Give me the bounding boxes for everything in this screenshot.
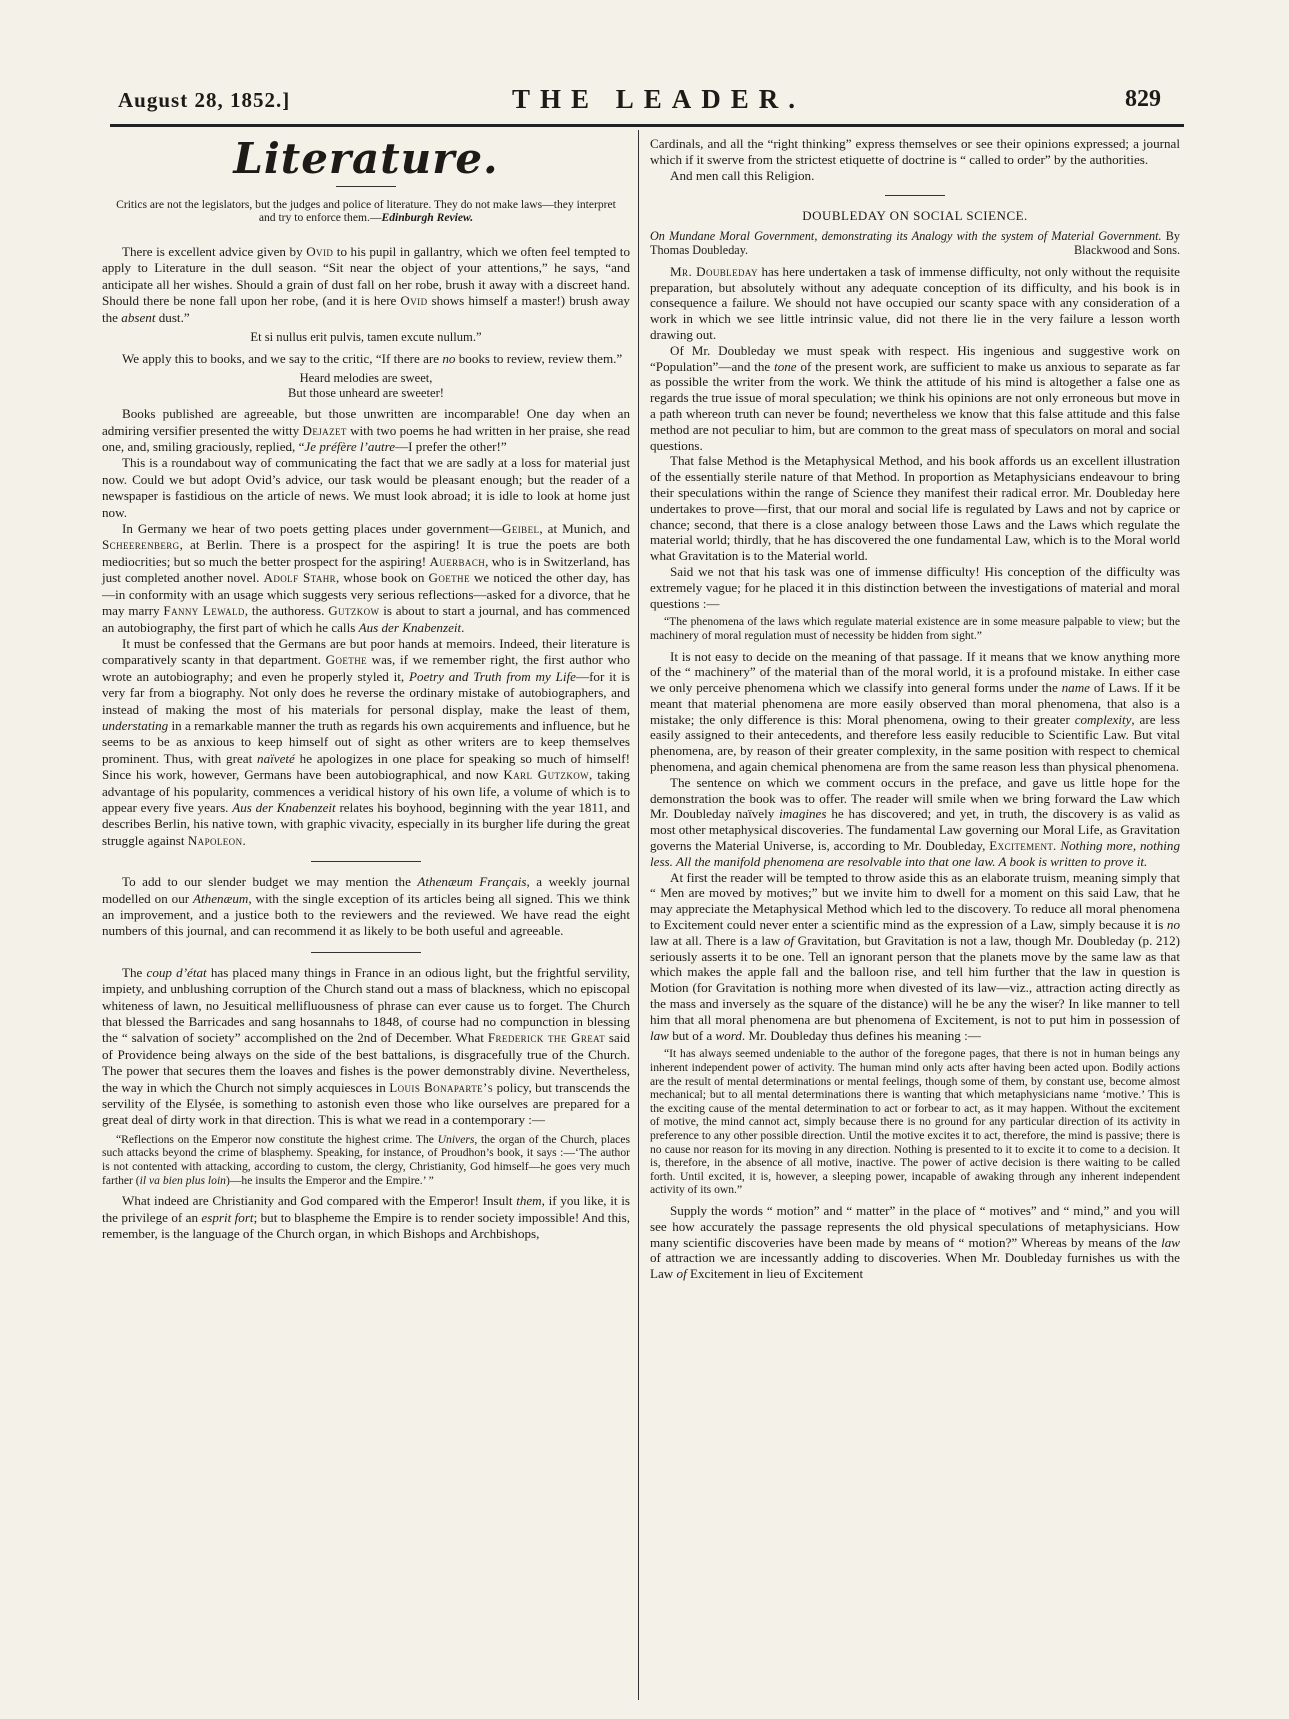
right-column [650,136,1180,1282]
paragraph-dejazet: Books published are agreeable, but those unwritten are incomparable! One day when an admiring versifier presented the witty Dejazet with two poems he had written in her praise, she read one, and, smiling graciously, replied, “Je préfère l’autre—I prefer the other!” [102,406,630,455]
review-heading: DOUBLEDAY ON SOCIAL SCIENCE. [802,208,1028,224]
title-rule [336,186,396,187]
review-paragraph-5: It is not easy to decide on the meaning of that passage. If it means that we know anything more of the “ machinery” of the material than of the moral world, it is a profound mistake. In either case we only perceive phenomena which we classify into general forms under the name of Laws. If it be meant that material phenomena are more easily observed than moral phenomena, that also is a mistake; the only difference is this: Moral phenomena, owing to their greater complexity, are less easily assigned to their antecedents, and therefore less easily reducible to Scientific Law. But vital phenomena, are, by reason of their greater complexity, in the same position with respect to chemical phenomena, and again chemical phenomena are from the same reason less than physical phenomena. [650,648,1181,775]
paragraph-memoirs: It must be confessed that the Germans are but poor hands at memoirs. Indeed, their literature is comparatively scanty in that department. Goethe was, if we remember right, the first author who wrote an autobiography; and even he properly styled it, Poetry and Truth from my Life—for it is very far from a biography. Not only does he reverse the ordinary mistake of autobiographers, and instead of making the most of his materials for personal display, make the least of them, understating in a remarkable manner the truth as regards his own acquirements and influence, but he seems to be as anxious to keep himself out of sight as other writers are to keep themselves prominent. Thus, with great naïveté he apologizes in one place for speaking so much of himself! Since his work, however, Germans have been autobiographical, and now Karl Gutzkow, taking advantage of his popularity, commences a veridical history of his own life, a volume of which is to appear every five years. Aus der Knabenzeit relates his boyhood, beginning with the year 1811, and describes Berlin, his native town, with graphic vivacity, especially in its burgher life during the great struggle against Napoleon. [102,635,631,848]
quotation-phenomena: “The phenomena of the laws which regulate material existence are in some measure palpable to view; but the machinery of moral regulation must of necessity be hidden from sight.” [650,615,1180,642]
review-subtitle: On Mundane Moral Government, demonstrating its Analogy with the system of Material Government. By Thomas Doubleday. Blackwood and Sons. [650,229,1180,257]
review-paragraph-7: At first the reader will be tempted to throw aside this as an elaborate truism, meaning simply that “ Men are moved by motives;” but we invite him to dwell for a moment on this said Law, that he may appreciate the Metaphysical Method which led to the discovery. To reduce all moral phenomena to Excitement could never enter a scientific mind as the expression of a Law, simply because it is no law at all. There is a law of Gravitation, but Gravitation is not a law, though Mr. Doubleday (p. 212) seriously asserts it to be one. Tell an ignorant person that the planets move by the same law as that which makes the apple fall and the balloon rise, and tell him further that the law in question is Motion (for Gravitation is nothing more when divested of its law—viz., attraction acting directly as the mass and inversely as the square of the distance) will he be any the wiser? In like manner to tell him that all moral phenomena are but phenomena of Excitement, is not to put him in possession of law but of a word. Mr. Doubleday thus defines his meaning :— [650,869,1181,1043]
header-date: August 28, 1852.] [118,88,291,112]
review-paragraph-1: Mr. Doubleday has here undertaken a task of immense difficulty, not only without the requisite preparation, but absolutely without any adequate conception of its difficulty, and his book is in consequence a failure. We should not have occupied our scanty space with any consideration of a work in which we see little intrinsic value, did not there lie in the very failure a lesson worth drawing out. [650,263,1180,342]
motto-source: Edinburgh Review. [381,210,474,224]
header-rule [110,124,1184,127]
name-ovid: Ovid [306,244,334,259]
paragraph-critic: We apply this to books, and we say to the critic, “If there are no books to review, review them.” [122,350,623,366]
paragraph-roundabout: This is a roundabout way of communicating the fact that we are sadly at a loss for material just now. Could we but adopt Ovid’s advice, our task would be pleasant enough; but the reader of a newspaper is fastidious on the article of news. We must look abroad; it is idle to look at home just now. [102,455,630,520]
page-header [118,80,1183,120]
section-separator [311,952,421,953]
section-motto [112,199,620,224]
separator [885,195,945,196]
paragraph-religion: And men call this Religion. [670,167,815,183]
paragraph-coup-detat: The coup d’état has placed many things in France in an odious light, but the frightful servility, impiety, and unblushing corruption of the Church stand out a mass of blackness, which no episcopal whiteness of lawn, no Jesuitical mellifluousness of phrase can ever cause us to forget. The Church that blessed the Barricades and sang hosannahs to 1848, of course had no compunction in blessing the “ salvation of society” accomplished on the 2nd of December. What Frederick the Great said of Providence being always on the side of the best battalions, is disgracefully true of the Church. The power that secures them the loaves and fishes is the power demonstrably divine. Nevertheless, the way in which the Church not simply acquiesces in Louis Bonaparte’s policy, but transcends the servility of the Elysée, is something to astonish even those who like ourselves are prepared for a great deal of dirty work in that direction. This is what we read in a contemporary :— [102,964,630,1128]
motto-text: Critics are not the legislators, but the judges and police of literature. They do not make laws—they interpret and try to enforce them.— [116,198,616,224]
review-paragraph-2: Of Mr. Doubleday we must speak with respect. His ingenious and suggestive work on “Population”—and the tone of the present work, are sufficient to make us anxious to separate as far as possible the writer from the work. We think the attitude of his mind is altogether a false one as regards the true issue of moral speculation; we think his opinions are not only erroneous but move in a path whereon truth can never be found; nevertheless we know that this false attitude and this false method are not peculiar to him, but are common to the great mass of speculators on moral and social questions. [650,342,1180,453]
column-divider [638,130,639,1700]
left-column [102,136,630,1242]
verse-quote: Heard melodies are sweet, But those unheard are sweeter! [288,371,444,400]
paragraph-continued: Cardinals, and all the “right thinking” express themselves or see their opinions expressed; a journal which if it swerve from the strictest etiquette of doctrine is “ called to order” by the authorities. [650,136,1180,167]
page-number: 829 [1125,86,1161,112]
review-paragraph-3: That false Method is the Metaphysical Method, and his book affords us an excellent illustration of the essentially sterile nature of that Method. In proportion as Metaphysicians endeavour to bring their speculations within the range of Science they manifest their radical error. Mr. Doubleday here undertakes to prove—first, that our moral and social life is regulated by Laws and not by caprice or chance; second, that there is a close analogy between those Laws and the Laws which regulate the material world; thirdly, that he has discovered the one fundamental Law, which is to the Moral world what Gravitation is to the Material world. [650,453,1180,564]
quotation-univers: “Reflections on the Emperor now constitute the highest crime. The Univers, the organ of the Church, places such attacks beyond the crime of blasphemy. Speaking, for instance, of Proudhon’s book, it says :—‘The author is not contented with attacking, according to custom, the clergy, Christianity, God himself—he goes very much farther (il va bien plus loin)—he insults the Emperor and the Empire.’ ” [102,1132,630,1187]
review-paragraph-4: Said we not that his task was one of immense difficulty! His conception of the difficulty was extremely vague; for he placed it in this distinction between the investigations of material and moral questions :— [650,563,1180,611]
paragraph-germany: In Germany we hear of two poets getting places under government—Geibel, at Munich, and Scheerenberg, at Berlin. There is a prospect for the aspiring! It is true the poets are both mediocrities; but so much the better prospect for the aspiring! Auerbach, who is in Switzerland, has just completed another novel. Adolf Stahr, whose book on Goethe we noticed the other day, has—in conformity with an usage which suggests very serious reflections—asked for a divorce, that he may marry Fanny Lewald, the authoress. Gutzkow is about to start a journal, and has commenced an autobiography, the first part of which he calls Aus der Knabenzeit. [102,521,630,635]
paragraph-emperor: What indeed are Christianity and God compared with the Emperor! Insult them, if you like, it is the privilege of an esprit fort; but to blaspheme the Empire is to render society impossible! And this, remember, is the language of the Church organ, in which Bishops and Archbishops, [102,1193,630,1242]
section-separator [311,861,421,862]
paragraph-ovid: There is excellent advice given by Ovid to his pupil in gallantry, which we often feel tempted to apply to Literature in the dull season. “Sit near the object of your attentions,” he says, “and anticipate all her wishes. Should a grain of dust fall on her robe, brush it away with a discreet hand. Should there be none fall upon her robe, (and it is here Ovid shows himself a master!) brush away the absent dust.” [102,244,630,325]
section-title: Literature. [233,134,499,183]
review-paragraph-6: The sentence on which we comment occurs in the preface, and gave us little hope for the demonstration the book was to offer. The reader will smile when we bring forward the Law which Mr. Doubleday naïvely imagines he has discovered; and yet, in truth, the discovery is as valid as most other metaphysical discoveries. The fundamental Law governing our Moral Life, as Gravitation governs the Material Universe, is, according to Mr. Doubleday, Excitement. Nothing more, nothing less. All the manifold phenomena are resolvable into that one law. A book is written to prove it. [650,774,1181,869]
paragraph-athenaeum: To add to our slender budget we may mention the Athenæum Français, a weekly journal modelled on our Athenæum, with the single exception of its articles being all signed. This we think an improvement, and a justice both to the reviewers and the reviewed. We have read the eight numbers of this journal, and can recommend it as likely to be both useful and agreeable. [102,874,631,939]
latin-line: Et si nullus erit pulvis, tamen excute nullum.” [250,330,482,345]
review-paragraph-8: Supply the words “ motion” and “ matter” in the place of “ motives” and “ mind,” and you will see how accurately the passage represents the old physical speculations of metaphysicians. How many scientific discoveries have been made by means of “ motion?” Whereas by means of the law of attraction we are incessantly adding to discoveries. When Mr. Doubleday furnishes us with the Law of Excitement in lieu of Excitement [650,1202,1180,1282]
masthead-title: THE LEADER. [512,84,806,114]
quotation-motive: “It has always seemed undeniable to the author of the foregone pages, that there is not in human beings any inherent independent power of activity. The human mind only acts after having been acted upon. Bodily actions are the result of mental determinations or mental feelings, though some of them, by constant use, become almost mechanical; but to all mental determinations there is wanting that which metaphysicians name ‘motive.’ This is the exciting cause of the mental determination to act or forbear to act, as it may happen. Without the excitement of motive, the mind cannot act, simply because there is no ground for any particular direction of its activity in preference to any other possible direction. Until the motive excites it to act, therefore, the mind is passive; there is no cause nor reason for its moving in any direction. Nothing is presented to it to excite it to come to a decision. It is, therefore, in the absence of all motive, inactive. The power of active decision is there waiting to be called forth. Until excited, it is, however, a sleeping power, incapable of awaking through any inherent independent activity of its own.” [650,1047,1180,1197]
